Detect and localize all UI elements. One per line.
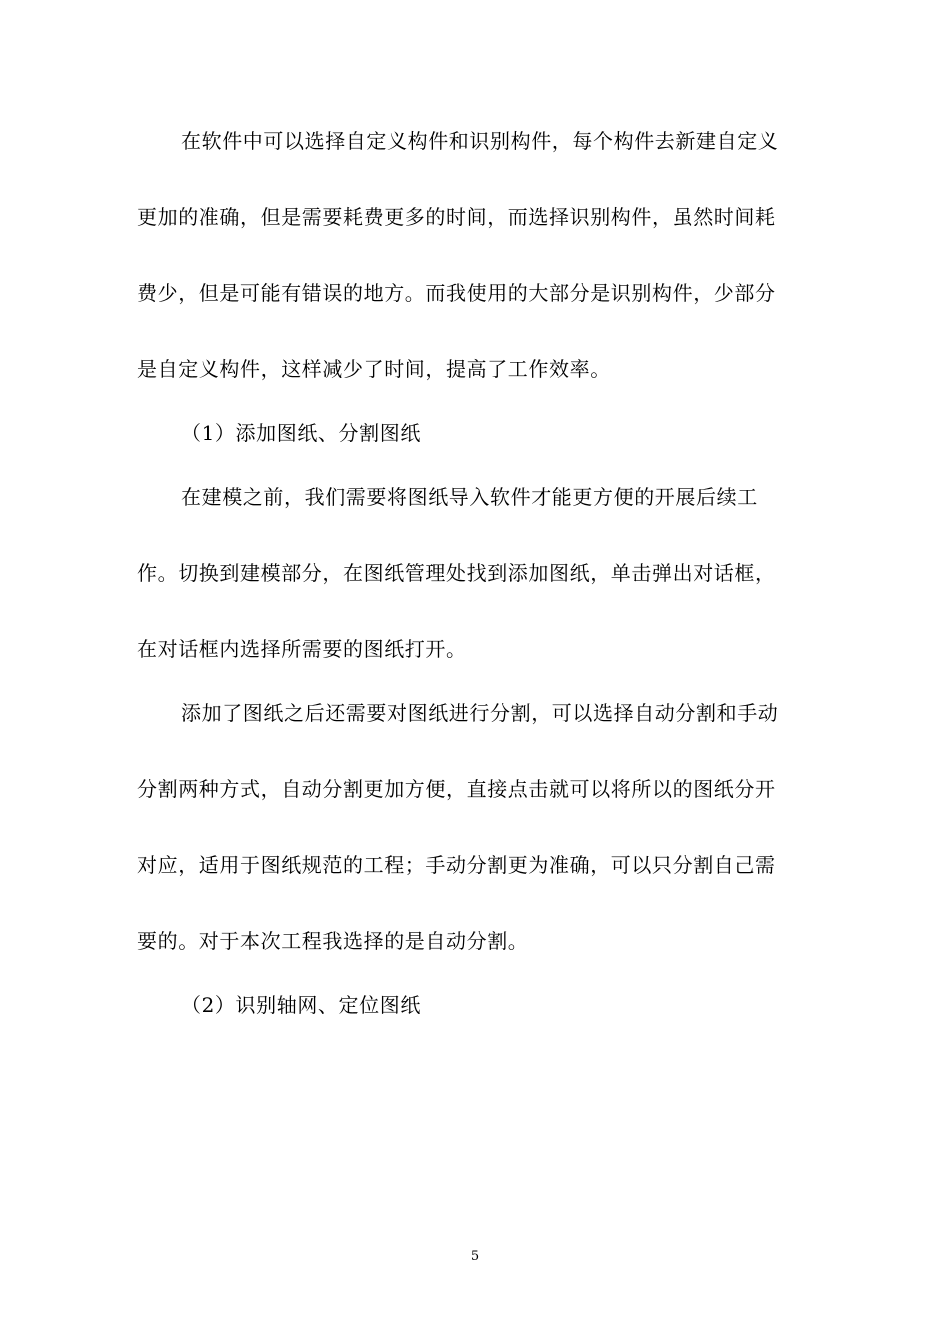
paragraph-2-line-1: 在建模之前，我们需要将图纸导入软件才能更方便的开展后续工 — [181, 485, 758, 509]
page-number: 5 — [470, 1249, 480, 1264]
paragraph-2-line-3: 在对话框内选择所需要的图纸打开。 — [137, 637, 467, 661]
paragraph-3-line-1: 添加了图纸之后还需要对图纸进行分割，可以选择自动分割和手动 — [181, 701, 779, 725]
paragraph-1-line-2: 更加的准确，但是需要耗费更多的时间，而选择识别构件，虽然时间耗 — [137, 205, 776, 229]
section-heading-2: （2）识别轴网、定位图纸 — [181, 993, 421, 1017]
paragraph-2-line-2: 作。切换到建模部分，在图纸管理处找到添加图纸，单击弹出对话框， — [137, 561, 776, 585]
section-heading-1: （1）添加图纸、分割图纸 — [181, 421, 421, 445]
paragraph-3-line-2: 分割两种方式，自动分割更加方便，直接点击就可以将所以的图纸分开 — [137, 777, 776, 801]
paragraph-1-line-3: 费少，但是可能有错误的地方。而我使用的大部分是识别构件，少部分 — [137, 281, 776, 305]
paragraph-3-line-4: 要的。对于本次工程我选择的是自动分割。 — [137, 929, 529, 953]
paragraph-1-line-4: 是自定义构件，这样减少了时间，提高了工作效率。 — [137, 357, 611, 381]
paragraph-1-line-1: 在软件中可以选择自定义构件和识别构件，每个构件去新建自定义 — [181, 129, 779, 153]
paragraph-3-line-3: 对应，适用于图纸规范的工程；手动分割更为准确，可以只分割自己需 — [137, 853, 776, 877]
